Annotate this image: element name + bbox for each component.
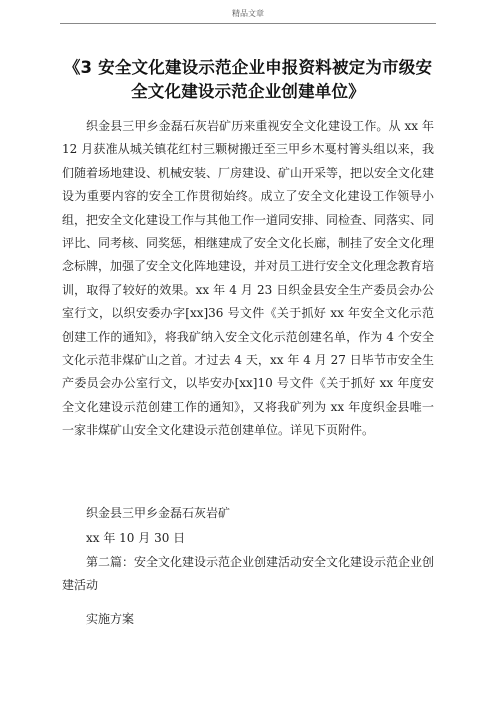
document-title: 《3 安全文化建设示范企业申报资料被定为市级安全文化建设示范企业创建单位》	[63, 58, 433, 101]
document-body	[62, 115, 434, 443]
header-divider	[60, 23, 436, 24]
signature-organization: 织金县三甲乡金磊石灰岩矿	[86, 506, 231, 520]
page-header-label: 精品文章	[232, 9, 264, 18]
section-two-title: 第二篇：安全文化建设示范企业创建活动安全文化建设示范企业创建活动	[62, 555, 435, 593]
signature-date: xx 年 10 月 30 日	[86, 531, 186, 545]
body-paragraph: 织金县三甲乡金磊石灰岩矿历来重视安全文化建设工作。从 xx 年 12 月获准从城关镇花红村三颗树搬迁至三甲乡木戛村箐头组以来，我们随着场地建设、机械安装、厂房建设、矿山开采等，把以安全文化建设为重要内容的安全工作贯彻始终。成立了安全文化建设工作领导小组，把安全文化建设工作与其他工作一道同安排、同检查、同落实、同评比、同考核、同奖惩，相继建成了安全文化长廊，制挂了安全文化理念标牌，加强了安全文化阵地建设，并对员工进行安全文化理念教育培训，取得了较好的效果。xx 年 4 月 23 日织金县安全生产委员会办公室行文，以织安委办字[xx]36 号文件《关于抓好 xx 年安全文化示范创建工作的通知》，将我矿纳入安全文化示范创建名单，作为 4 个安全文化示范非煤矿山之首。才过去 4 天，xx 年 4 月 27 日毕节市安全生产委员会办公室行文，以毕安办[xx]10 号文件《关于抓好 xx 年度安全文化建设示范创建工作的通知》，又将我矿列为 xx 年度织金县唯一一家非煤矿山安全文化建设示范创建单位。详见下页附件。	[62, 119, 435, 438]
section-two-subtitle: 实施方案	[86, 612, 135, 626]
